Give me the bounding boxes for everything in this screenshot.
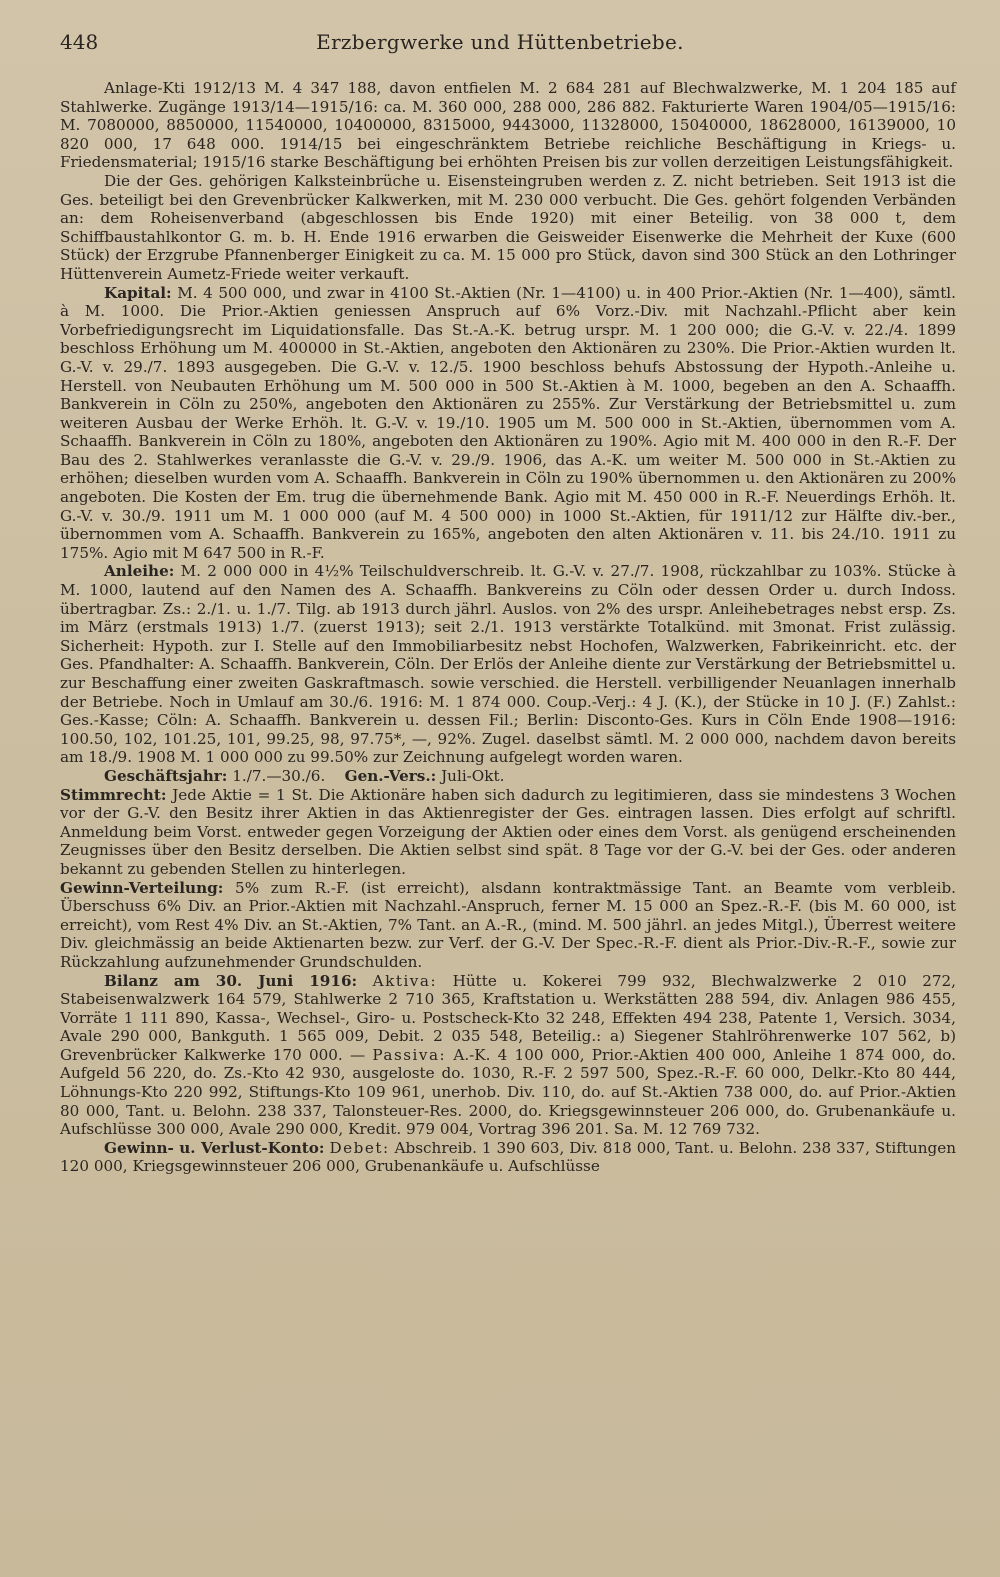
section-aktiva-label: Aktiva: [372, 971, 438, 990]
section-gewinn-label: Gewinn-Verteilung: [60, 878, 224, 897]
page-number: 448 [60, 30, 99, 54]
section-gv-konto-text: Abschreib. 1 390 603, Div. 818 000, Tant. u. Belohn. 238 337, Stiftungen 120 000, Kriegsgewinnsteuer 206 000, Grubenankäufe u. Aufschlüsse [60, 1138, 957, 1176]
page-body [60, 79, 956, 1176]
section-bilanz [60, 972, 956, 1139]
section-anleihe-label: Anleihe: [104, 562, 175, 581]
section-geschaeftsjahr-text: 1./7.—30./6. [232, 766, 326, 785]
section-kapital-text: M. 4 500 000, und zwar in 4100 St.-Aktien (Nr. 1—4100) u. in 400 Prior.-Aktien (Nr. 1—400), sämtl. à M. 1000. Die Prior.-Aktien geniessen Anspruch auf 6% Vorz.-Div. mit Nachzahl.-Pflicht aber kein Vorbefriedigungsrecht im Liquidationsfalle. Das St.-A.-K. betrug urspr. M. 1 200 000; die G.-V. v. 22./4. 1899 beschloss Erhöhung um M. 400000 in St.-Aktien, angeboten den Aktionären zu 230%. Die Prior.-Aktien wurden lt. G.-V. v. 29./7. 1893 ausgegeben. Die G.-V. v. 12./5. 1900 beschloss behufs Abstossung der Hypoth.-Anleihe u. Herstell. von Neubauten Erhöhung um M. 500 000 in 500 St.-Aktien à M. 1000, begeben an den A. Schaaffh. Bankverein in Cöln zu 250%, angeboten den Aktionären zu 255%. Zur Verstärkung der Betriebsmittel u. zum weiteren Ausbau der Werke Erhöh. lt. G.-V. v. 19./10. 1905 um M. 500 000 in St.-Aktien, übernommen vom A. Schaaffh. Bankverein in Cöln zu 180%, angeboten den Aktionären zu 190%. Agio mit M. 400 000 in den R.-F. Der Bau des 2. Stahlwerkes veranlasste die G.-V. v. 29./9. 1906, das A.-K. um weiter M. 500 000 in St.-Aktien zu erhöhen; dieselben wurden vom A. Schaaffh. Bankverein in Cöln zu 190% übernommen u. den Aktionären zu 200% angeboten. Die Kosten der Em. trug die übernehmende Bank. Agio mit M. 450 000 in R.-F. Neuerdings Erhöh. lt. G.-V. v. 30./9. 1911 um M. 1 000 000 (auf M. 4 500 000) in 1000 St.-Aktien, für 1911/12 zur Hälfte div.-ber., übernommen vom A. Schaaffh. Bankverein zu 165%, angeboten den alten Aktionären v. 11. bis 24./10. 1911 zu 175%. Agio mit M 647 500 in R.-F. [60, 283, 956, 562]
section-stimmrecht-label: Stimmrecht: [60, 785, 167, 804]
section-bilanz-label: Bilanz am 30. Juni 1916: [104, 971, 358, 990]
section-kapital [60, 284, 956, 563]
section-gewinn [60, 879, 956, 972]
section-anleihe [60, 562, 956, 767]
section-debet-label: Debet: [329, 1138, 390, 1157]
section-stimmrecht-text: Jede Aktie = 1 St. Die Aktionäre haben sich dadurch zu legitimieren, dass sie mindestens 3 Wochen vor der G.-V. den Besitz ihrer Aktien in das Aktienregister der Ges. eintragen lassen. Dies erfolgt auf schriftl. Anmeldung beim Vorst. entweder gegen Vorzeigung der Aktien oder eines dem Vorst. als genügend erscheinenden Zeugnisses über den Besitz derselben. Die Aktien selbst sind spät. 8 Tage vor der G.-V. bei der Ges. oder anderen bekannt zu gebenden Stellen zu hinterlegen. [60, 785, 957, 878]
section-passiva-text: A.-K. 4 100 000, Prior.-Aktien 400 000, Anleihe 1 874 000, do. Aufgeld 56 220, do. Zs.-Kto 42 930, ausgeloste do. 1030, R.-F. 2 597 500, Spez.-R.-F. 60 000, Delkr.-Kto 80 444, Löhnungs-Kto 220 992, Stiftungs-Kto 109 961, unerhob. Div. 110, do. auf St.-Aktien 738 000, do. auf Prior.-Aktien 80 000, Tant. u. Belohn. 238 337, Talonsteuer-Res. 2000, do. Kriegsgewinnsteuer 206 000, do. Grubenankäufe u. Aufschlüsse 300 000, Avale 290 000, Kredit. 979 004, Vortrag 396 201. Sa. M. 12 769 732. [60, 1045, 956, 1139]
paragraph-holdings-text: Die der Ges. gehörigen Kalksteinbrüche u. Eisensteingruben werden z. Z. nicht betrieben. Seit 1913 ist die Ges. beteiligt bei den Grevenbrücker Kalkwerken, mit M. 230 000 verbucht. Die Ges. gehört folgenden Verbänden an: dem Roheisenverband (abgeschlossen bis Ende 1920) mit einer Beteilig. von 38 000 t, dem Schiffbaustahlkontor G. m. b. H. Ende 1916 erwarben die Geisweider Eisenwerke die Mehrheit der Kuxe (600 Stück) der Erzgrube Pfannenberger Einigkeit zu ca. M. 15 000 pro Stück, davon sind 300 Stück an den Lothringer Hüttenverein Aumetz-Friede weiter verkauft. [60, 171, 956, 283]
section-geschaeftsjahr-label: Geschäftsjahr: [104, 766, 228, 785]
section-genvers-text: Juli-Okt. [441, 766, 505, 785]
section-stimmrecht [60, 786, 956, 879]
section-geschaeftsjahr [60, 767, 956, 786]
section-kapital-label: Kapital: [104, 283, 172, 302]
section-passiva-label: Passiva: [372, 1045, 447, 1064]
page-header [60, 30, 940, 60]
paragraph-intro-text: Anlage-Kti 1912/13 M. 4 347 188, davon entfielen M. 2 684 281 auf Blechwalzwerke, M. 1 204 185 auf Stahlwerke. Zugänge 1913/14—1915/16: ca. M. 360 000, 288 000, 286 882. Fakturierte Waren 1904/05—1915/16: M. 7080000, 8850000, 11540000, 10400000, 8315000, 9443000, 11328000, 15040000, 18628000, 16139000, 10 820 000, 17 648 000. 1914/15 bei eingeschränktem Betriebe reichliche Beschäftigung in Kriegs- u. Friedensmaterial; 1915/16 starke Beschäftigung bei erhöhten Preisen bis zur vollen derzeitigen Leistungsfähigkeit. [60, 79, 956, 172]
paragraph-intro [60, 79, 956, 172]
section-gewinn-text: 5% zum R.-F. (ist erreicht), alsdann kontraktmässige Tant. an Beamte vom verbleib. Überschuss 6% Div. an Prior.-Aktien mit Nachzahl.-Anspruch, ferner M. 15 000 an Spez.-R.-F. (bis M. 60 000, ist erreicht), vom Rest 4% Div. an St.-Aktien, 7% Tant. an A.-R., (mind. M. 500 jährl. an jedes Mitgl.), Überrest weitere Div. gleichmässig an beide Aktienarten bezw. zur Verf. der G.-V. Der Spec.-R.-F. dient als Prior.-Div.-R.-F., sowie zur Rückzahlung aufzunehmender Grundschulden. [60, 878, 957, 971]
section-gv-konto [60, 1139, 956, 1176]
running-title: Erzbergwerke und Hüttenbetriebe. [316, 30, 684, 54]
section-anleihe-text: M. 2 000 000 in 4½% Teilschuldverschreib. lt. G.-V. v. 27./7. 1908, rückzahlbar zu 103%. Stücke à M. 1000, lautend auf den Namen des A. Schaaffh. Bankvereins zu Cöln oder dessen Order u. durch Indoss. übertragbar. Zs.: 2./1. u. 1./7. Tilg. ab 1913 durch jährl. Auslos. von 2% des urspr. Anleihebetrages nebst ersp. Zs. im März (erstmals 1913) 1./7. (zuerst 1913); seit 2./1. 1913 verstärkte Totalkünd. mit 3monat. Frist zulässig. Sicherheit: Hypoth. zur I. Stelle auf den Immobiliarbesitz nebst Hochofen, Walzwerken, Fabrikeinricht. etc. der Ges. Pfandhalter: A. Schaaffh. Bankverein, Cöln. Der Erlös der Anleihe diente zur Verstärkung der Betriebsmittel u. zur Beschaffung einer zweiten Gaskraftmasch. sowie verschied. die Herstell. verbilligender Neuanlagen innerhalb der Betriebe. Noch in Umlauf am 30./6. 1916: M. 1 874 000. Coup.-Verj.: 4 J. (K.), der Stücke in 10 J. (F.) Zahlst.: Ges.-Kasse; Cöln: A. Schaaffh. Bankverein u. dessen Fil.; Berlin: Disconto-Ges. Kurs in Cöln Ende 1908—1916: 100.50, 102, 101.25, 101, 99.25, 98, 97.75*, —, 92%. Zugel. daselbst sämtl. M. 2 000 000, nachdem davon bereits am 18./9. 1908 M. 1 000 000 zu 99.50% zur Zeichnung aufgelegt worden waren. [60, 562, 956, 767]
paragraph-holdings [60, 172, 956, 284]
section-gv-konto-label: Gewinn- u. Verlust-Konto: [104, 1138, 325, 1157]
section-aktiva-text: Hütte u. Kokerei 799 932, Blechwalzwerke 2 010 272, Stabeisenwalzwerk 164 579, Stahlwerke 2 710 365, Kraftstation u. Werkstätten 288 594, div. Anlagen 986 455, Vorräte 1 111 890, Kassa-, Wechsel-, Giro- u. Postscheck-Kto 32 248, Effekten 494 238, Patente 1, Versich. 3034, Avale 290 000, Bankguth. 1 565 009, Debit. 2 035 548, Beteilig.: a) Siegener Stahlröhrenwerke 107 562, b) Grevenbrücker Kalkwerke 170 000. — [60, 971, 957, 1064]
section-genvers-label: Gen.-Vers.: [344, 766, 437, 785]
